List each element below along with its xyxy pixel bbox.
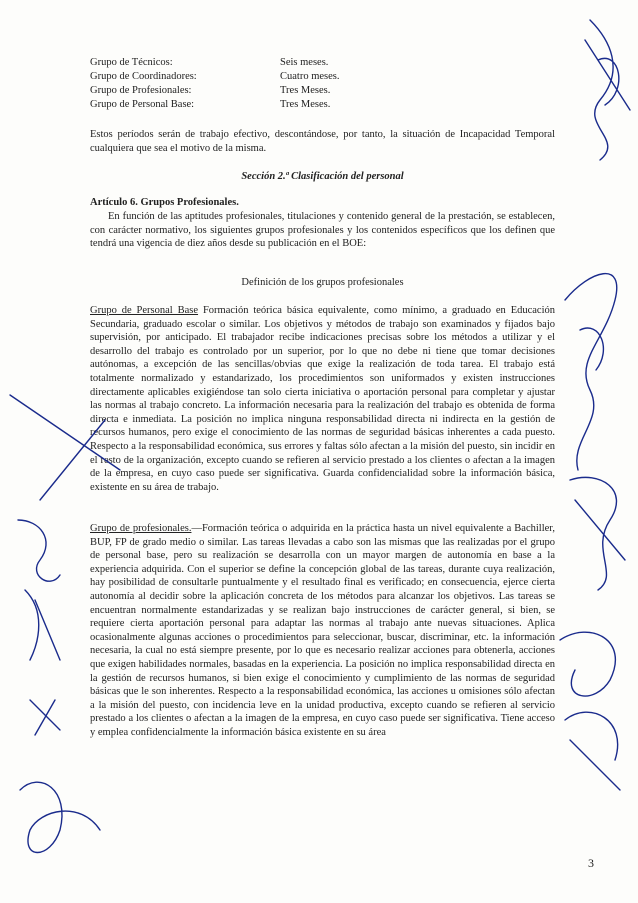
prof-group-title: Grupo de profesionales. bbox=[90, 523, 192, 534]
period-row bbox=[90, 98, 450, 112]
periods-note: Estos períodos serán de trabajo efectivo, descontándose, por tanto, la situación de Incapacidad Temporal cualquiera que sea el motivo de la misma. bbox=[90, 129, 555, 154]
signature-left-x bbox=[30, 700, 60, 735]
period-value: Cuatro meses. bbox=[280, 71, 340, 82]
signature-right-bottom-2 bbox=[565, 712, 620, 790]
base-group-title: Grupo de Personal Base bbox=[90, 305, 199, 316]
signature-top-right bbox=[585, 20, 630, 160]
period-label: Grupo de Profesionales: bbox=[90, 85, 192, 96]
period-value: Seis meses. bbox=[280, 57, 329, 68]
prof-group-paragraph bbox=[90, 522, 555, 740]
definitions-heading: Definición de los grupos profesionales bbox=[241, 277, 404, 288]
signature-right-middle bbox=[570, 477, 625, 590]
signature-left-2 bbox=[25, 590, 60, 660]
base-group-text: Formación teórica básica equivalente, como mínimo, a graduado en Educación Secundaria, graduado escolar o similar. Los objetivos y métodos de trabajo son examinados y fijados bajo supervisión, por anticipado. El trabajador recibe indicaciones precisas sobre los métodos a utilizar y el desarrollo del trabajo es controlado por un superior, por lo que no debe ni tiene que tomar decisiones autónomas, a excepción de las sencillas/obvias que exige la realización de toda tarea. El trabajo está totalmente normalizado y estandarizado, los procedimientos son uniformados y existen instrucciones directamente aplicables exigiéndose tan solo cierta iniciativa o aportación personal para completar y ajustar las normas al trabajo concreto. La información necesaria para la realización del trabajo es obtenida de forma directa e inmediata. La posición no implica ninguna responsabilidad directa ni indirecta en la gestión de recursos humanos, pero exige el conocimiento de las normas de seguridad básicas inherentes a cada puesto. Respecto a la responsabilidad económica, sus errores y faltas sólo afectan a la misión del puesto, sin incidir en el resto de la organización, excepto cuando se refieren al servicio prestado a los clientes o afectan a la imagen de la empresa, en cuyo caso puede ser significativa. Guarda confidencialidad sobre la información básica, existente en su área de trabajo. bbox=[90, 305, 556, 493]
signature-bottom-left bbox=[20, 782, 100, 852]
prof-group-text: —Formación teórica o adquirida en la práctica hasta un nivel equivalente a Bachiller, BUP, FP de grado medio o similar. Las tareas llevadas a cabo son las mismas que las realizadas por el grupo de personal base, pero su realización se desarrolla con un mayor margen de autonomía en base a la experiencia adquirida. Con el superior se define la concepción global de las tareas, durante cuya realización, hay posibilidad de consultarle puntualmente y el resultado final es verificado; en consecuencia, ejerce cierta autonomía al decidir sobre la aplicación concreta de los métodos para alcanzar los objetivos. Las tareas se encuentran normalmente estandarizadas y se realizan bajo instrucciones de carácter general, si bien, se requiere cierta aportación personal para adaptar las normas al trabajo ante nuevas situaciones. Aplica ocasionalmente algunas acciones o procedimientos para seleccionar, buscar, discriminar, etc. la información necesaria, la cual no está siempre presente, por lo que es necesario realizar acciones para obtenerla, acciones que exigen habilidades normales, basadas en la experiencia. La posición no implica responsabilidad directa en la gestión de recursos humanos, si bien exige el conocimiento y cumplimiento de las normas de seguridad básicas que le son inherentes. Respecto a la responsabilidad económica, las acciones u omisiones sólo afectan a la misión del puesto, con incidencia leve en la unidad productiva, excepto cuando se refieren al servicio prestado a los clientes o afectan a la imagen de la empresa, en cuyo caso puede ser significativa. Tiene acceso y emplea confidencialmente la información básica existente en su área bbox=[90, 523, 555, 738]
signature-alfredo bbox=[565, 274, 617, 470]
base-group-paragraph bbox=[90, 304, 555, 494]
period-label: Grupo de Técnicos: bbox=[90, 57, 173, 68]
period-row bbox=[90, 84, 450, 98]
period-value: Tres Meses. bbox=[280, 99, 331, 110]
probation-periods bbox=[90, 56, 450, 112]
signature-left-1 bbox=[18, 520, 60, 581]
period-row bbox=[90, 70, 450, 84]
article-title: Artículo 6. Grupos Profesionales. bbox=[90, 197, 239, 208]
period-row bbox=[90, 56, 450, 70]
article-intro: En función de las aptitudes profesionales, titulaciones y contenido general de la prestación, se establecen, con carácter normativo, los siguientes grupos profesionales y los contenidos específicos que los definen que tendrá una vigencia de diez años desde su publicación en el BOE: bbox=[90, 211, 555, 250]
period-label: Grupo de Coordinadores: bbox=[90, 71, 197, 82]
signature-right-bottom-1 bbox=[560, 632, 615, 696]
period-value: Tres Meses. bbox=[280, 85, 331, 96]
period-label: Grupo de Personal Base: bbox=[90, 99, 195, 110]
section-title: Sección 2.ª Clasificación del personal bbox=[241, 171, 404, 182]
page-number: 3 bbox=[588, 856, 594, 870]
